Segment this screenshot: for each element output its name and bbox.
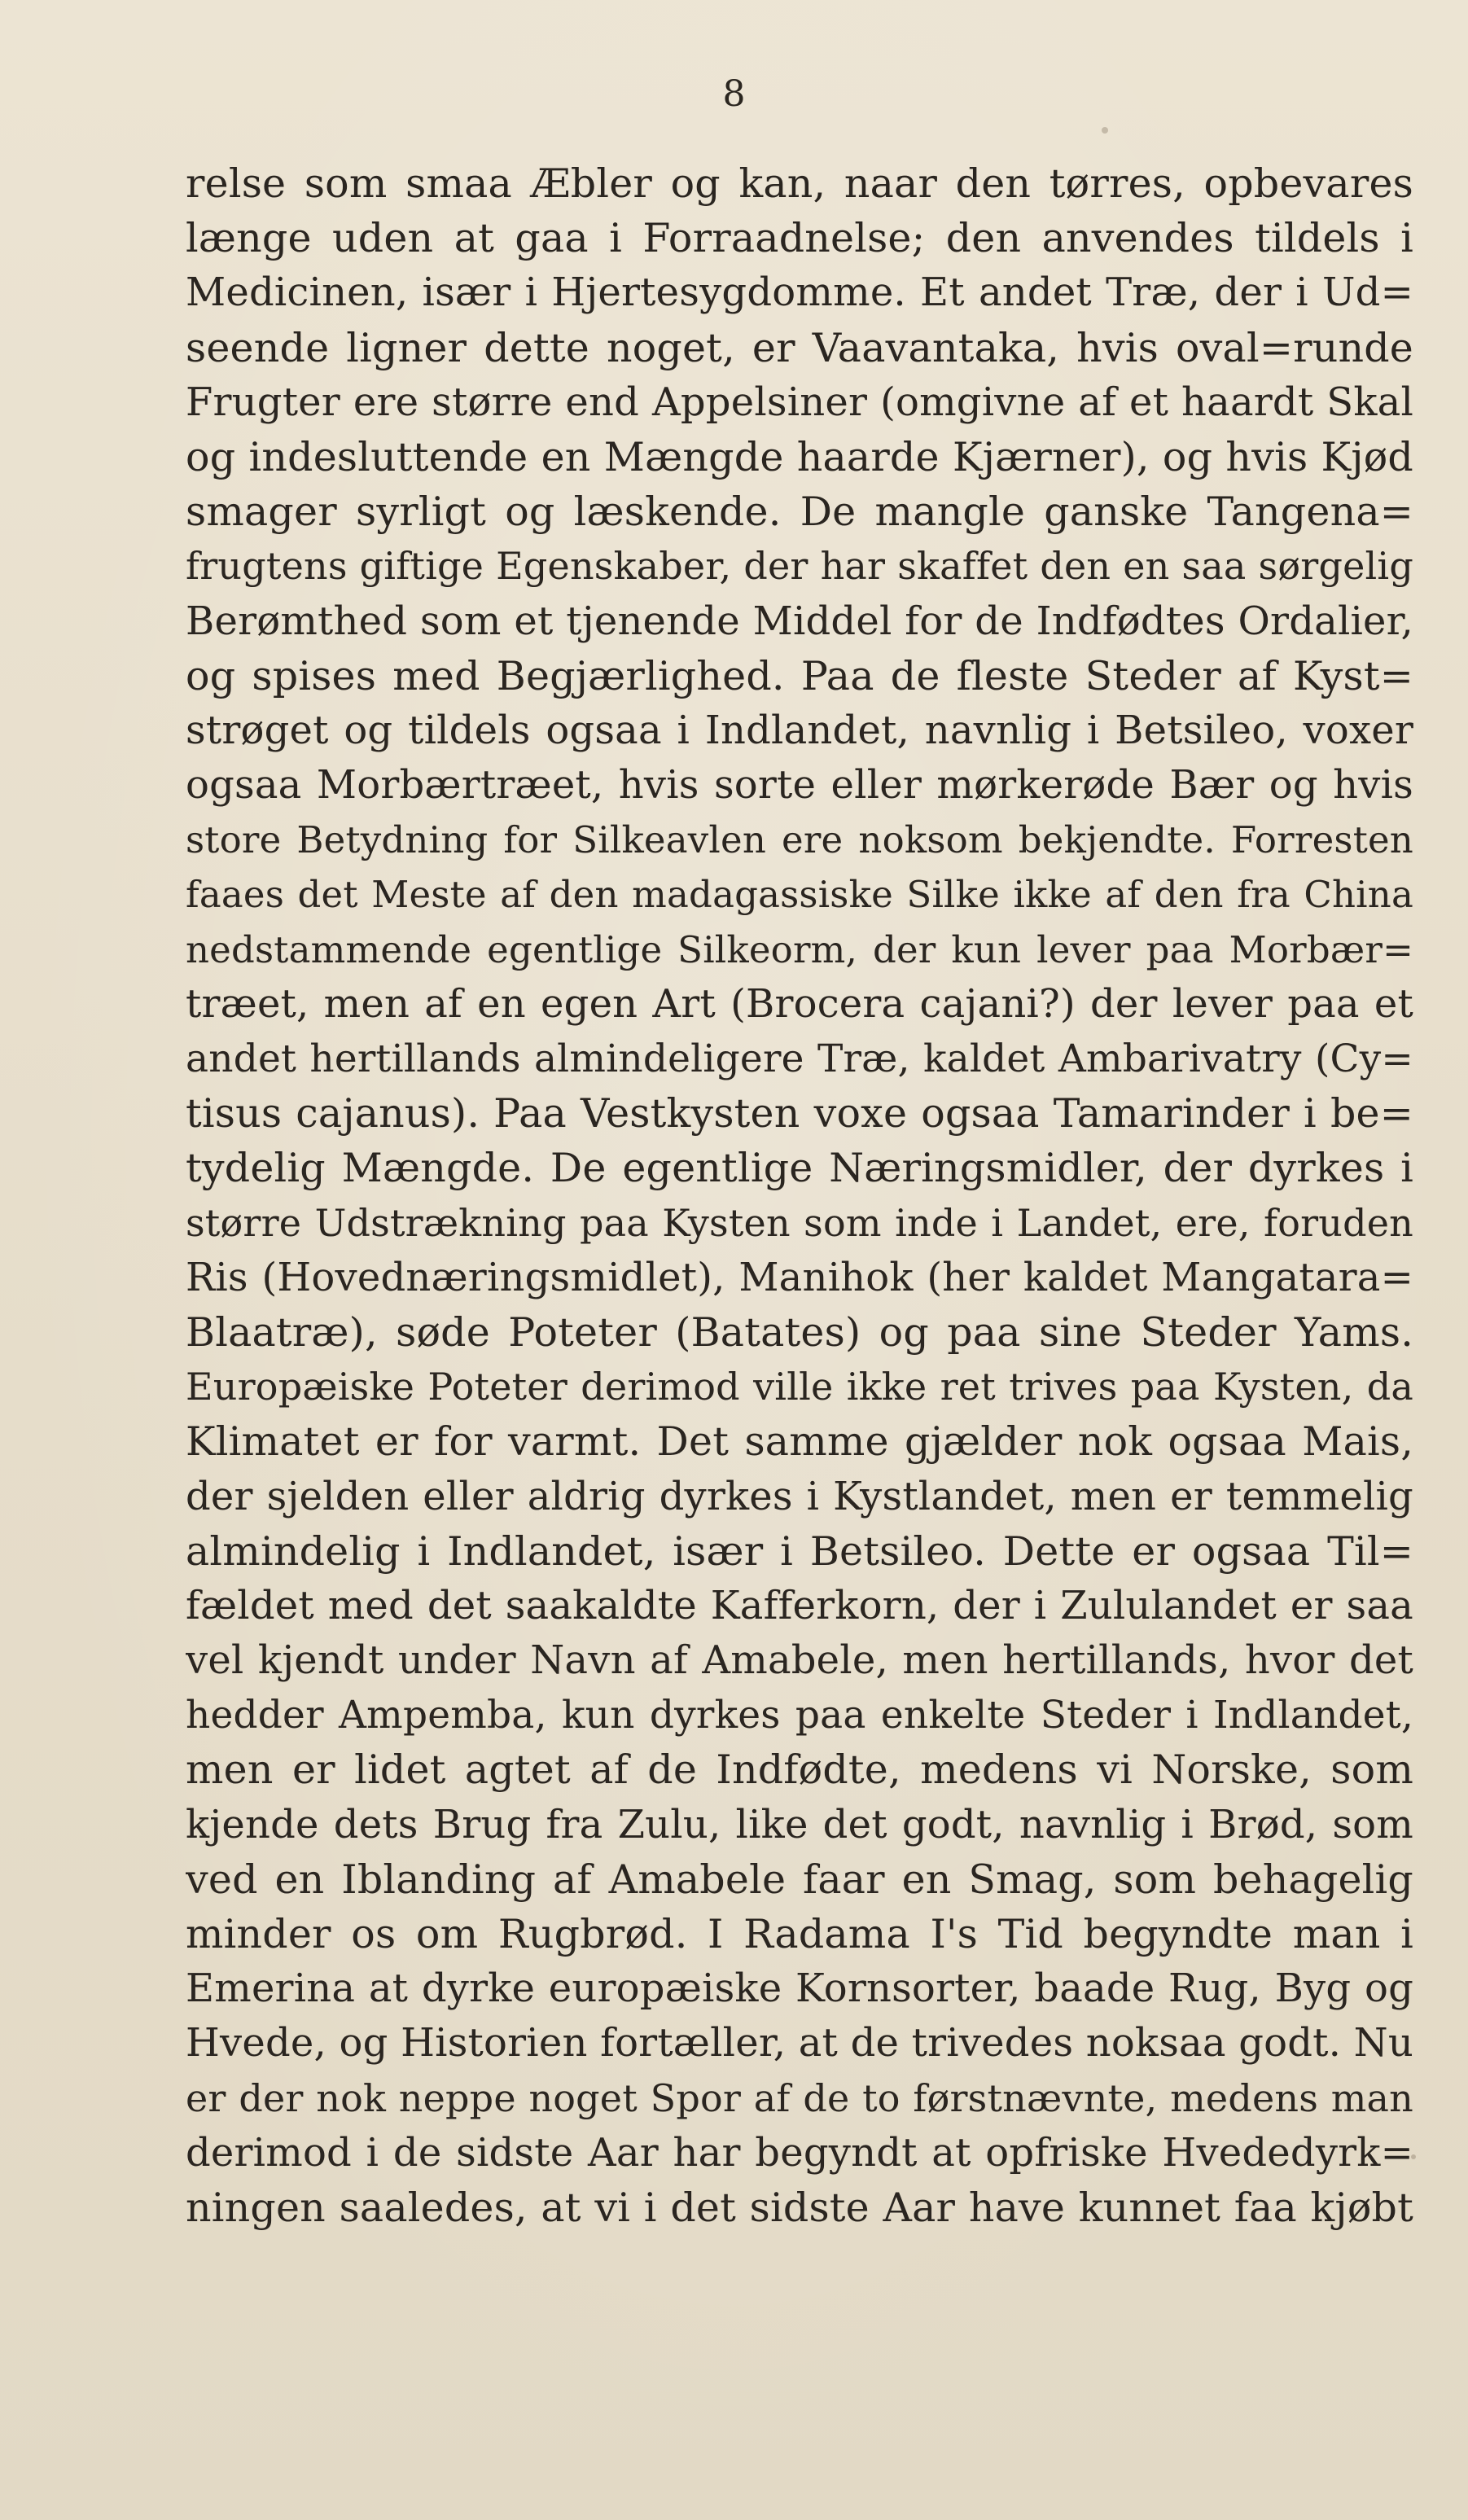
paper-speck [1102,127,1108,134]
page-number: 8 [722,73,746,115]
text-line: frugtens giftige Egenskaber, der har skaffet den en saa sørgelig [186,544,1413,589]
text-line: der sjelden eller aldrig dyrkes i Kystlandet, men er temmelig [186,1473,1413,1519]
text-line: træet, men af en egen Art (Brocera cajani?) der lever paa et [186,980,1413,1027]
text-line: almindelig i Indlandet, især i Betsileo. Dette er ogsaa Til= [186,1527,1413,1575]
text-line: ogsaa Morbærtræet, hvis sorte eller mørkerøde Bær og hvis [186,762,1413,809]
text-line: Europæiske Poteter derimod ville ikke ret trives paa Kysten, da [186,1365,1413,1409]
text-line: Emerina at dyrke europæiske Kornsorter, baade Rug, Byg og [186,1966,1413,2012]
text-line: Berømthed som et tjenende Middel for de Indfødtes Ordalier, [186,598,1413,644]
text-line: nedstammende egentlige Silkeorm, der kun lever paa Morbær= [186,927,1413,971]
text-line: andet hertillands almindeligere Træ, kaldet Ambarivatry (Cy= [186,1036,1413,1081]
text-line: faaes det Meste af den madagassiske Silke ikke af den fra China [186,873,1413,917]
text-line: ningen saaledes, at vi i det sidste Aar have kunnet faa kjøbt [186,2184,1413,2231]
text-line: og spises med Begjærlighed. Paa de fleste Steder af Kyst= [186,652,1413,699]
text-line: længe uden at gaa i Forraadnelse; den anvendes tildels i [186,215,1413,262]
text-line: større Udstrækning paa Kysten som inde i Landet, ere, foruden [186,1200,1413,1245]
text-line: Frugter ere større end Appelsiner (omgivne af et haardt Skal [186,379,1413,425]
text-line: Hvede, og Historien fortæller, at de trivedes noksaa godt. Nu [186,2020,1413,2066]
text-line: tisus cajanus). Paa Vestkysten voxe ogsaa Tamarinder i be= [186,1090,1413,1137]
text-line: fældet med det saakaldte Kafferkorn, der i Zululandet er saa [186,1582,1413,1628]
text-line: seende ligner dette noget, er Vaavantaka, hvis oval=runde [186,324,1413,371]
body-text [186,156,1413,2235]
text-line: smager syrligt og læskende. De mangle ganske Tangena= [186,489,1413,536]
text-line: ved en Iblanding af Amabele faar en Smag, som behagelig [186,1856,1413,1903]
text-line: kjende dets Brug fra Zulu, like det godt, navnlig i Brød, som [186,1801,1413,1847]
text-line: tydelig Mængde. De egentlige Næringsmidler, der dyrkes i [186,1145,1413,1192]
text-line: Ris (Hovednæringsmidlet), Manihok (her kaldet Mangatara= [186,1254,1413,1300]
text-line: hedder Ampemba, kun dyrkes paa enkelte Steder i Indlandet, [186,1693,1413,1738]
text-line: derimod i de sidste Aar har begyndt at opfriske Hvededyrk= [186,2129,1413,2176]
text-line: Klimatet er for varmt. Det samme gjælder nok ogsaa Mais, [186,1418,1413,1466]
text-line: store Betydning for Silkeavlen ere noksom bekjendte. Forresten [186,818,1413,862]
text-line: men er lidet agtet af de Indfødte, medens vi Norske, som [186,1746,1413,1794]
text-line: strøget og tildels ogsaa i Indlandet, navnlig i Betsileo, voxer [186,707,1413,753]
text-line: er der nok neppe noget Spor af de to førstnævnte, medens man [186,2075,1413,2120]
text-line: relse som smaa Æbler og kan, naar den tørres, opbevares [186,160,1413,207]
text-line: og indesluttende en Mængde haarde Kjærner), og hvis Kjød [186,433,1413,480]
text-line: Blaatræ), søde Poteter (Batates) og paa sine Steder Yams. [186,1308,1413,1356]
text-line: minder os om Rugbrød. I Radama I's Tid begyndte man i [186,1911,1413,1957]
text-line: Medicinen, især i Hjertesygdomme. Et andet Træ, der i Ud= [186,270,1413,316]
text-line: vel kjendt under Navn af Amabele, men hertillands, hvor det [186,1637,1413,1684]
